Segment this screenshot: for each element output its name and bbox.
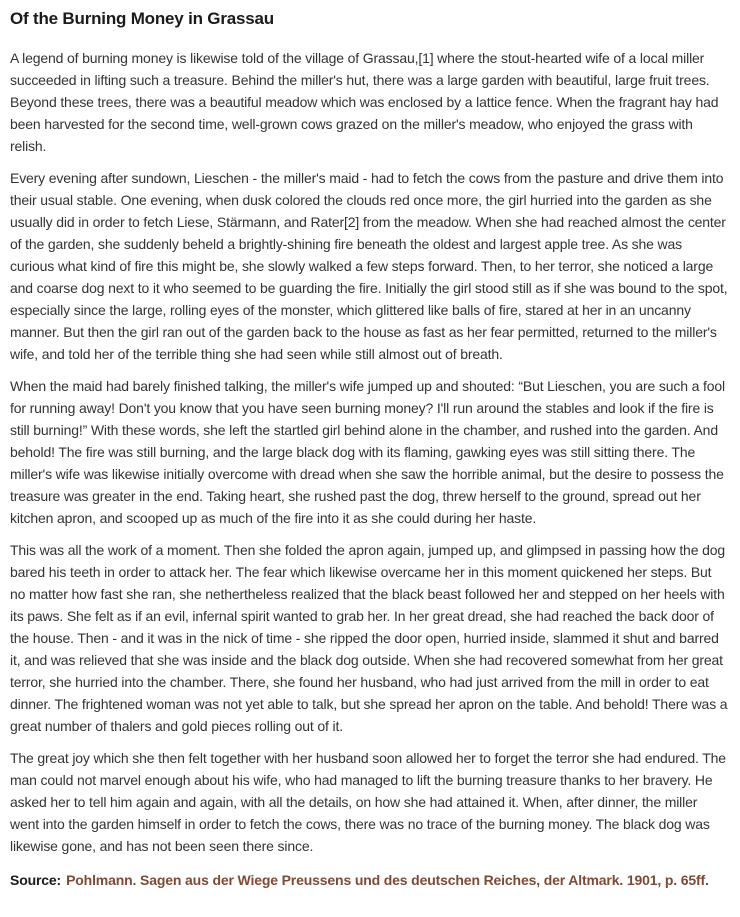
source-line [10, 869, 729, 891]
story-paragraph-4: This was all the work of a moment. Then she folded the apron again, jumped up, and glimpsed in passing how the dog bared his teeth in order to attack her. The fear which likewise overcame her in this moment quickened her steps. But no matter how fast she ran, she nethertheless realized that the black beast followed her and stepped on her heels with its paws. She felt as if an evil, infernal spirit wanted to grab her. In her great dread, she had reached the back door of the house. Then - and it was in the nick of time - she ripped the door open, hurried inside, slammed it shut and barred it, and was relieved that she was inside and the black dog outside. When she had recovered somewhat from her great terror, she hurried into the chamber. There, she found her husband, who had just arrived from the mill in order to eat dinner. The frightened woman was not yet able to talk, but she spread her apron on the table. And behold! There was a great number of thalers and gold pieces rolling out of it. [10, 542, 728, 734]
story-paragraph-1: A legend of burning money is likewise told of the village of Grassau,[1] where the stout-hearted wife of a local miller succeeded in lifting such a treasure. Behind the miller's hut, there was a large garden with beautiful, large fruit trees. Beyond these trees, there was a beautiful meadow which was enclosed by a lattice fence. When the fragrant hay had been harvested for the second time, well-grown cows grazed on the miller's meadow, who enjoyed the grass with relish. [10, 50, 719, 154]
source-citation: Pohlmann. Sagen aus der Wiege Preussens und des deutschen Reiches, der Altmark. 1901, p. 65ff. [66, 872, 709, 888]
source-label: Source: [10, 872, 62, 888]
story-paragraph-5: The great joy which she then felt together with her husband soon allowed her to forget the terror she had endured. The man could not marvel enough about his wife, who had managed to lift the burning treasure thanks to her bravery. He asked her to tell him again and again, with all the details, on how she had attained it. When, after dinner, the miller went into the garden himself in order to fetch the cows, there was no trace of the burning money. The black dog was likewise gone, and has not been seen there since. [10, 750, 726, 854]
page-title: Of the Burning Money in Grassau [10, 9, 274, 28]
story-paragraph-3: When the maid had barely finished talking, the miller's wife jumped up and shouted: “But Lieschen, you are such a fool for running away! Don't you know that you have seen burning money? I'll run around the stables and look if the fire is still burning!” With these words, she left the startled girl behind alone in the chamber, and rushed into the garden. And behold! The fire was still burning, and the large black dog with its flaming, gawking eyes was still sitting there. The miller's wife was likewise initially overcome with dread when she saw the horrible animal, but the desire to possess the treasure was greater in the end. Taking heart, she rushed past the dog, threw herself to the ground, spread out her kitchen apron, and scooped up as much of the fire into it as she could during her haste. [10, 378, 725, 526]
story-paragraph-2: Every evening after sundown, Lieschen - the miller's maid - had to fetch the cows from the pasture and drive them into their usual stable. One evening, when dusk colored the clouds red once more, the girl hurried into the garden as she usually did in order to fetch Liese, Stärmann, and Rater[2] from the meadow. When she had reached almost the center of the garden, she suddenly beheld a brightly-shining fire beneath the oldest and largest apple tree. As she was curious what kind of fire this might be, she slowly walked a few steps forward. Then, to her terror, she noticed a large and coarse dog next to it who seemed to be guarding the fire. Initially the girl stood still as if she was bound to the spot, especially since the large, rolling eyes of the monster, which glittered like balls of fire, stared at her in an uncanny manner. But then the girl ran out of the garden back to the house as fast as her fear permitted, returned to the miller's wife, and told her of the terrible thing she had seen while still almost out of breath. [10, 170, 728, 362]
